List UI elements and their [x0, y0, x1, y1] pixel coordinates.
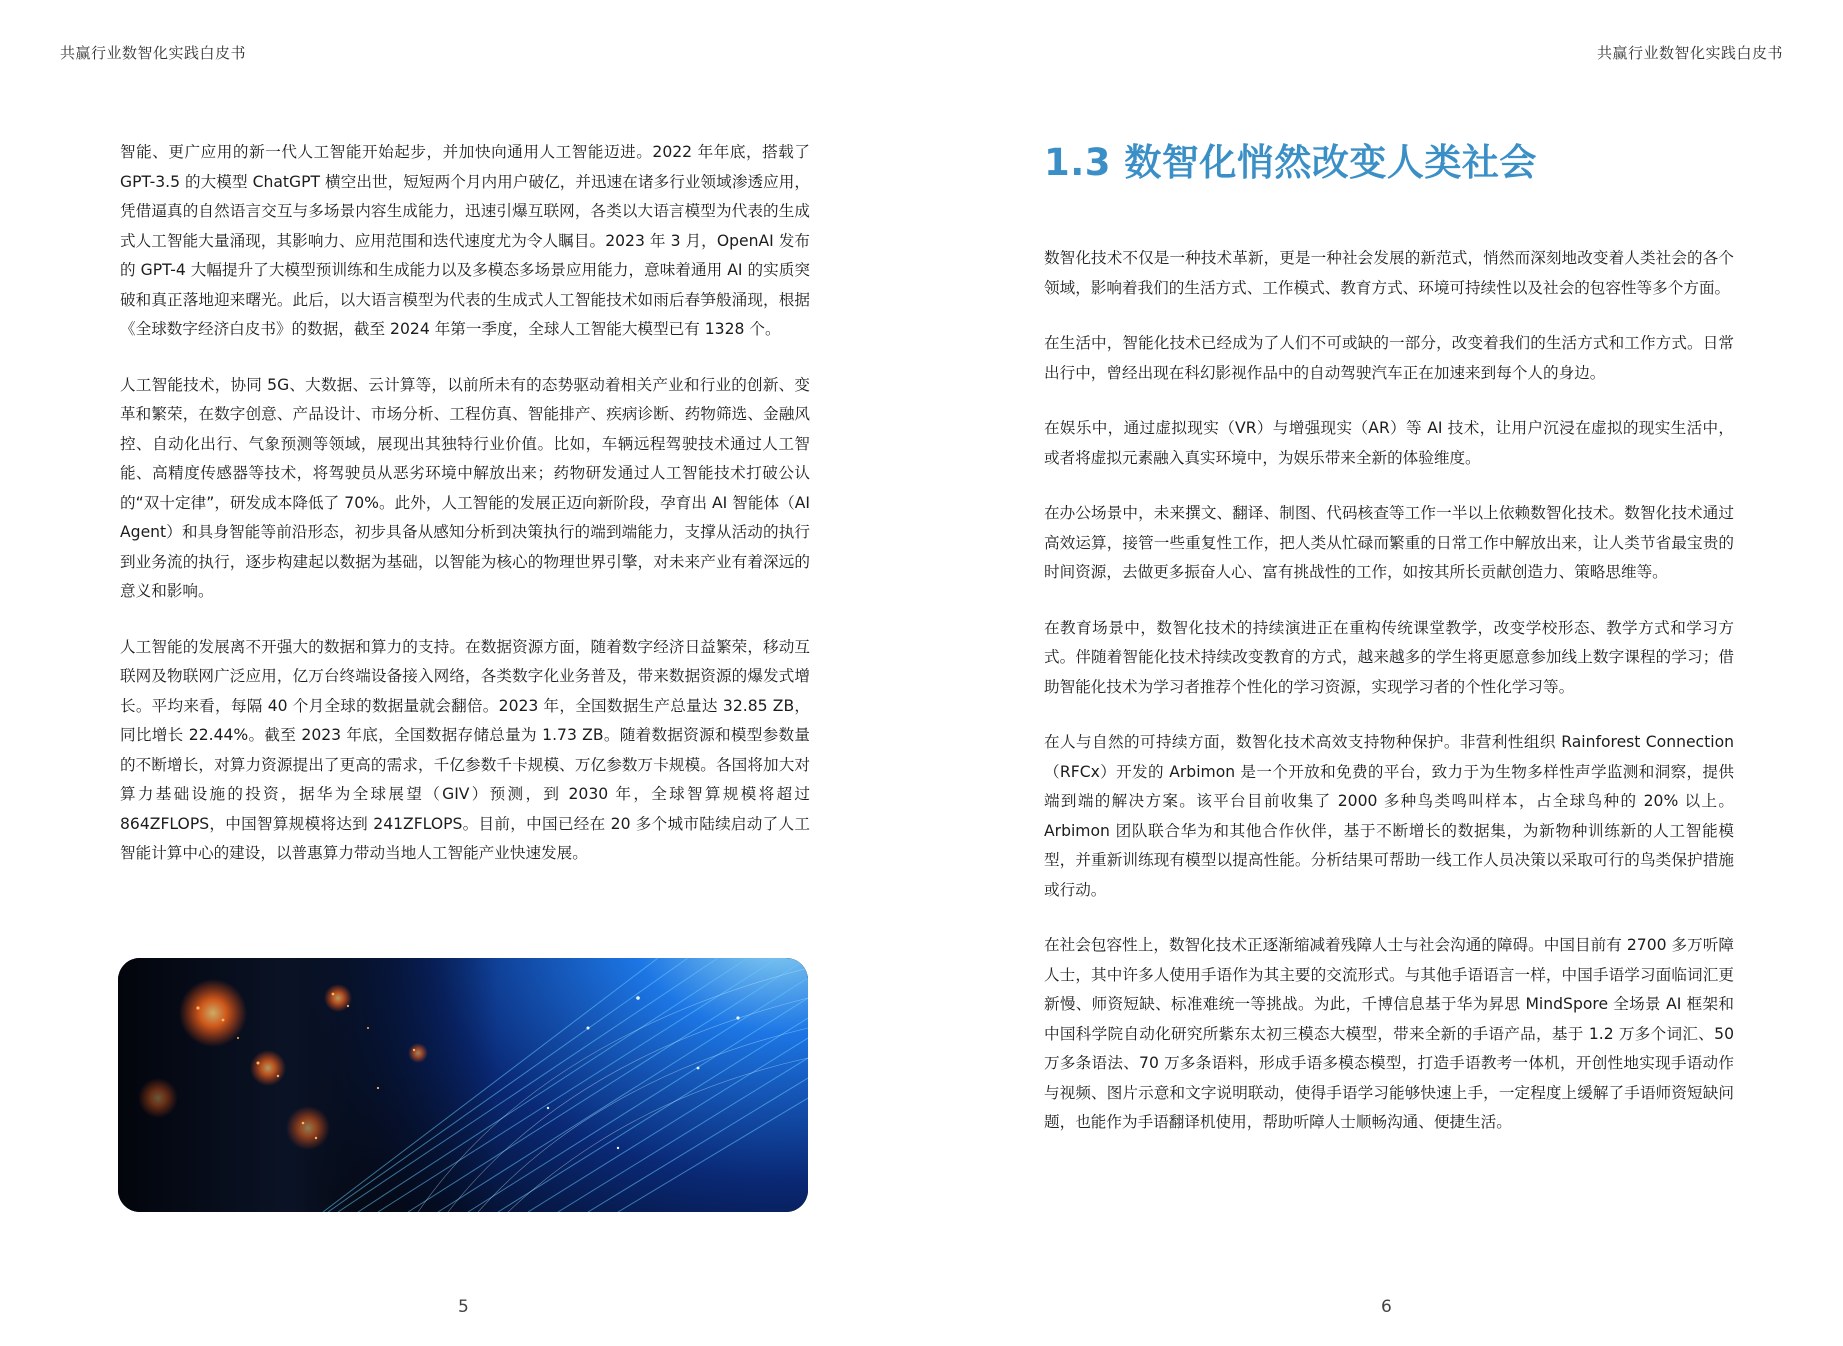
network-globe-image [118, 958, 808, 1212]
running-header: 共赢行业数智化实践白皮书 [1596, 44, 1783, 62]
page-number: 5 [458, 1297, 469, 1317]
left-page [0, 0, 921, 1346]
paragraph: 数智化技术不仅是一种技术革新，更是一种社会发展的新范式，悄然而深刻地改变着人类社会的各个领域，影响着我们的生活方式、工作模式、教育方式、环境可持续性以及社会的包容性等多个方面。 [1044, 249, 1734, 297]
paragraph: 人工智能的发展离不开强大的数据和算力的支持。在数据资源方面，随着数字经济日益繁荣，移动互联网及物联网广泛应用，亿万台终端设备接入网络，各类数字化业务普及，带来数据资源的爆发式增长。平均来看，每隔 40 个月全球的数据量就会翻倍。2023 年，全国数据生产总量达 32.85 ZB，同比增长 22.44%。截至 2023 年底，全国数据存储总量为 1.73 ZB。随着数据资源和模型参数量的不断增长，对算力资源提出了更高的需求，千亿参数千卡规模、万亿参数万卡规模。各国将加大对算力基础设施的投资，据华为全球展望（GIV）预测，到 2030 年，全球智算规模将超过 864ZFLOPS，中国智算规模将达到 241ZFLOPS。目前，中国已经在 20 多个城市陆续启动了人工智能计算中心的建设，以普惠算力带动当地人工智能产业快速发展。 [120, 637, 810, 862]
paragraph: 人工智能技术，协同 5G、大数据、云计算等，以前所未有的态势驱动着相关产业和行业的创新、变革和繁荣，在数字创意、产品设计、市场分析、工程仿真、智能排产、疾病诊断、药物筛选、金融风控、自动化出行、气象预测等领域，展现出其独特行业价值。比如，车辆远程驾驶技术通过人工智能、高精度传感器等技术，将驾驶员从恶劣环境中解放出来；药物研发通过人工智能技术打破公认的“双十定律”，研发成本降低了 70%。此外，人工智能的发展正迈向新阶段，孕育出 AI 智能体（AI Agent）和具身智能等前沿形态，初步具备从感知分析到决策执行的端到端能力，支撑从活动的执行到业务流的执行，逐步构建起以数据为基础，以智能为核心的物理世界引擎，对未来产业有着深远的意义和影响。 [120, 375, 810, 600]
paragraph: 在人与自然的可持续方面，数智化技术高效支持物种保护。非营利性组织 Rainforest Connection（RFCx）开发的 Arbimon 是一个开放和免费的平台，致力于为生物多样性声学监测和洞察，提供端到端的解决方案。该平台目前收集了 2000 多种鸟类鸣叫样本，占全球鸟种的 20% 以上。Arbimon 团队联合华为和其他合作伙伴，基于不断增长的数据集，为新物种训练新的人工智能模型，并重新训练现有模型以提高性能。分析结果可帮助一线工作人员决策以采取可行的鸟类保护措施或行动。 [1044, 733, 1734, 899]
body-text [120, 138, 810, 895]
paragraph: 智能、更广应用的新一代人工智能开始起步，并加快向通用人工智能迈进。2022 年年底，搭载了 GPT-3.5 的大模型 ChatGPT 横空出世，短短两个月内用户破亿，并迅速在诸多行业领域渗透应用，凭借逼真的自然语言交互与多场景内容生成能力，迅速引爆互联网，各类以大语言模型为代表的生成式人工智能大量涌现，其影响力、应用范围和迭代速度尤为令人瞩目。2023 年 3 月，OpenAI 发布的 GPT-4 大幅提升了大模型预训练和生成能力以及多模态多场景应用能力，意味着通用 AI 的实质突破和真正落地迎来曙光。此后，以大语言模型为代表的生成式人工智能技术如雨后春笋般涌现，根据《全球数字经济白皮书》的数据，截至 2024 年第一季度，全球人工智能大模型已有 1328 个。 [120, 143, 810, 338]
globe-light-streaks-illustration [118, 958, 808, 1212]
paragraph: 在生活中，智能化技术已经成为了人们不可或缺的一部分，改变着我们的生活方式和工作方式。日常出行中，曾经出现在科幻影视作品中的自动驾驶汽车正在加速来到每个人的身边。 [1044, 334, 1734, 382]
paragraph: 在办公场景中，未来撰文、翻译、制图、代码核查等工作一半以上依赖数智化技术。数智化技术通过高效运算，接管一些重复性工作，把人类从忙碌而繁重的日常工作中解放出来，让人类节省最宝贵的时间资源，去做更多振奋人心、富有挑战性的工作，如按其所长贡献创造力、策略思维等。 [1044, 504, 1734, 581]
right-page [922, 0, 1843, 1346]
paragraph: 在娱乐中，通过虚拟现实（VR）与增强现实（AR）等 AI 技术，让用户沉浸在虚拟的现实生活中，或者将虚拟元素融入真实环境中，为娱乐带来全新的体验维度。 [1044, 419, 1734, 467]
section-title: 1.3 数智化悄然改变人类社会 [1044, 141, 1537, 184]
paragraph: 在教育场景中，数智化技术的持续演进正在重构传统课堂教学，改变学校形态、教学方式和学习方式。伴随着智能化技术持续改变教育的方式，越来越多的学生将更愿意参加线上数字课程的学习；借助智能化技术为学习者推荐个性化的学习资源，实现学习者的个性化学习等。 [1044, 618, 1734, 696]
page-number: 6 [1381, 1297, 1392, 1317]
paragraph: 在社会包容性上，数智化技术正逐渐缩减着残障人士与社会沟通的障碍。中国目前有 2700 多万听障人士，其中许多人使用手语作为其主要的交流形式。与其他手语语言一样，中国手语学习面临词汇更新慢、师资短缺、标准难统一等挑战。为此，千博信息基于华为昇思 MindSpore 全场景 AI 框架和中国科学院自动化研究所紫东太初三模态大模型，带来全新的手语产品，基于 1.2 万多个词汇、50 万多条语法、70 万多条语料，形成手语多模态模型，打造手语教考一体机，开创性地实现手语动作与视频、图片示意和文字说明联动，使得手语学习能够快速上手，一定程度上缓解了手语师资短缺问题，也能作为手语翻译机使用，帮助听障人士顺畅沟通、便捷生活。 [1044, 936, 1734, 1131]
running-header: 共赢行业数智化实践白皮书 [60, 44, 247, 62]
body-text [1044, 244, 1734, 1164]
